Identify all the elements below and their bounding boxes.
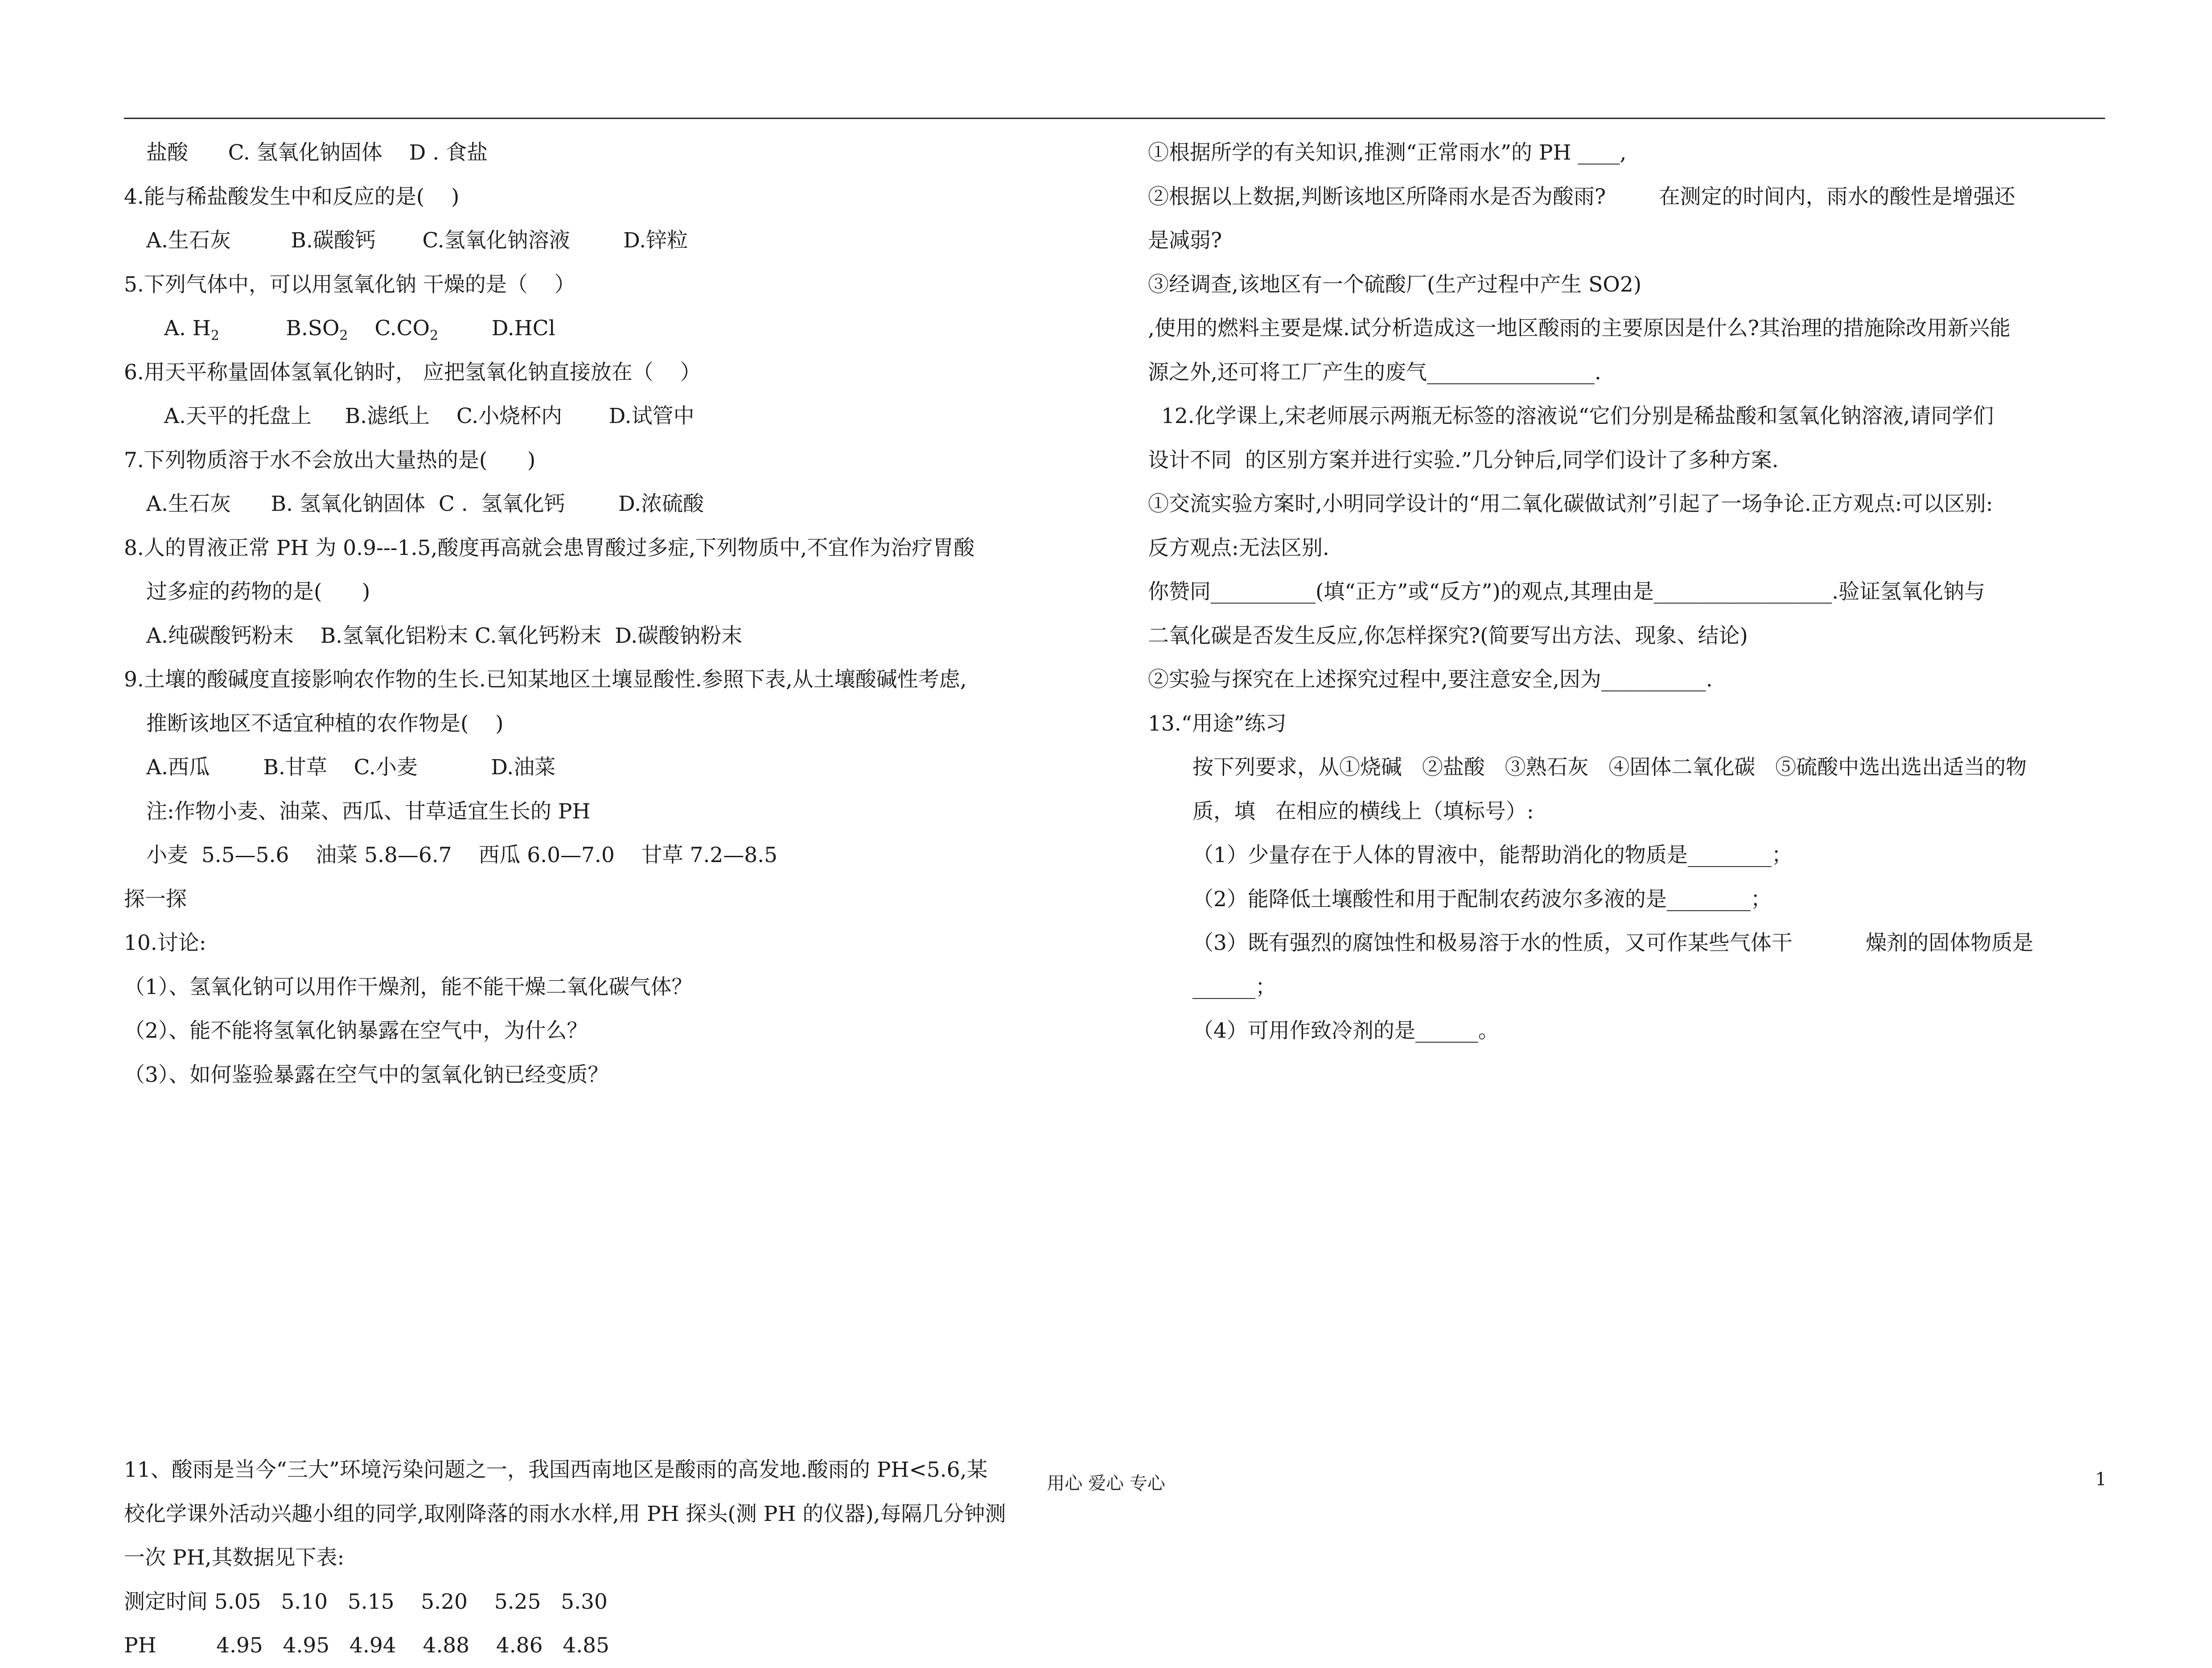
question-9-ph-table: 小麦 5.5—5.6 油菜 5.8—6.7 西瓜 6.0—7.0 甘草 7.2—8.5 [146,843,777,867]
question-4-options: A.生石灰 B.碳酸钙 C.氢氧化钠溶液 D.锌粒 [146,228,688,253]
q12-sub-1-continued-2: 你赞同__________(填“正方”或“反方”)的观点,其理由是_________________.验证氢氧化钠与 [1148,579,1986,604]
question-9-options: A.西瓜 B.甘草 C.小麦 D.油菜 [146,755,556,780]
question-12-continued: 设计不同 的区别方案并进行实验.”几分钟后,同学们设计了多种方案. [1148,448,1779,472]
page-number: 1 [2095,1469,2107,1490]
question-13-instructions-continued: 质，填 在相应的横线上（填标号）: [1192,799,1534,824]
q12-sub-1-continued-3: 二氧化碳是否发生反应,你怎样探究?(简要写出方法、现象、结论) [1148,623,1748,648]
question-13: 13.“用途”练习 [1148,711,1287,736]
question-10-part-2: （2）、能不能将氢氧化钠暴露在空气中，为什么？ [124,1019,588,1043]
question-9: 9.土壤的酸碱度直接影响农作物的生长.已知某地区土壤显酸性.参照下表,从土壤酸碱性考虑, [124,667,967,692]
question-10-part-1: （1）、氢氧化钠可以用作干燥剂，能不能干燥二氧化碳气体？ [124,974,693,999]
q13-part-4: （4）可用作致冷剂的是______。 [1192,1019,1499,1043]
ph-table-value-row: PH 4.95 4.95 4.94 4.88 4.86 4.85 [124,1633,609,1658]
left-column [124,131,1122,1668]
q13-part-3: （3）既有强烈的腐蚀性和极易溶于水的性质，又可作某些气体干 燥剂的固体物质是 [1192,931,2034,955]
q11-sub-3: ③经调查,该地区有一个硫酸厂(生产过程中产生 SO2) [1148,272,1642,297]
q13-part-2: （2）能降低土壤酸性和用于配制农药波尔多液的是________； [1192,887,1772,912]
q12-sub-1-continued: 反方观点:无法区别. [1148,535,1329,560]
section-explore: 探一探 [124,887,187,912]
question-8-continued: 过多症的药物的是( ) [146,579,370,604]
question-11: 11、酸雨是当今“三大”环境污染问题之一，我国西南地区是酸雨的高发地.酸雨的 PH<5.6,某 [124,1458,988,1482]
header-rule [124,118,2105,119]
option-a: A. H [164,316,211,341]
question-11-continued-2: 一次 PH,其数据见下表: [124,1545,345,1570]
question-4: 4.能与稀盐酸发生中和反应的是( ) [124,184,460,209]
question-9-continued: 推断该地区不适宜种植的农作物是( ) [146,711,504,736]
question-9-note: 注:作物小麦、油菜、西瓜、甘草适宜生长的 PH [146,799,591,824]
question-10: 10.讨论: [124,931,206,955]
option-c: C.CO [348,316,430,341]
q12-sub-1: ①交流实验方案时,小明同学设计的“用二氧化碳做试剂”引起了一场争论.正方观点:可以区别: [1148,492,1993,516]
option-d: D.HCl [438,316,555,341]
question-7: 7.下列物质溶于水不会放出大量热的是( ) [124,448,536,472]
q13-part-1: （1）少量存在于人体的胃液中，能帮助消化的物质是________； [1192,843,1793,867]
question-10-part-3: （3）、如何鉴验暴露在空气中的氢氧化钠已经变质？ [124,1062,609,1087]
question-13-instructions: 按下列要求，从①烧碱 ②盐酸 ③熟石灰 ④固体二氧化碳 ⑤硫酸中选出选出适当的物 [1192,755,2027,780]
q11-sub-2-continued: 是减弱? [1148,228,1222,253]
question-5: 5.下列气体中，可以用氢氧化钠 干燥的是（ ） [124,272,576,297]
ph-table-time-row: 测定时间 5.05 5.10 5.15 5.20 5.25 5.30 [124,1589,608,1614]
q13-part-3-continued: ______； [1192,974,1276,999]
question-12: 12.化学课上,宋老师展示两瓶无标签的溶液说“它们分别是稀盐酸和氢氧化钠溶液,请同学们 [1148,404,1994,428]
footer-motto: 用心 爱心 专心 [1047,1473,1165,1494]
question-11-continued: 校化学课外活动兴趣小组的同学,取刚降落的雨水水样,用 PH 探头(测 PH 的仪器),每隔几分钟测 [124,1501,1006,1526]
question-7-options: A.生石灰 B. 氢氧化钠固体 C . 氢氧化钙 D.浓硫酸 [146,492,704,516]
question-6: 6.用天平称量固体氢氧化钠时， 应把氢氧化钠直接放在（ ） [124,360,701,385]
question-8: 8.人的胃液正常 PH 为 0.9---1.5,酸度再高就会患胃酸过多症,下列物质中,不宜作为治疗胃酸 [124,535,975,560]
answer-space [124,1097,1122,1448]
question-5-options: A. $H_2$ $B.SO_2$ $C.CO_2$ D.HCl [164,316,555,344]
q11-sub-2: ②根据以上数据,判断该地区所降雨水是否为酸雨? 在测定的时间内，雨水的酸性是增强还 [1148,184,2015,209]
question-6-options: A.天平的托盘上 B.滤纸上 C.小烧杯内 D.试管中 [164,404,695,428]
question-8-options: A.纯碳酸钙粉末 B.氢氧化铝粉末 C.氧化钙粉末 D.碳酸钠粉末 [146,623,743,648]
q11-sub-3-continued-2: 源之外,还可将工厂产生的废气________________. [1148,360,1601,385]
q11-sub-1: ①根据所学的有关知识,推测“正常雨水”的 PH ____, [1148,140,1627,165]
q11-sub-3-continued: ,使用的燃料主要是煤.试分析造成这一地区酸雨的主要原因是什么?其治理的措施除改用新兴能 [1148,316,2011,341]
right-column [1148,131,2106,1053]
q12-sub-2: ②实验与探究在上述探究过程中,要注意安全,因为__________. [1148,667,1713,692]
q3-options-continued: 盐酸 C. 氢氧化钠固体 D . 食盐 [146,140,488,165]
option-b: B.SO [219,316,340,341]
